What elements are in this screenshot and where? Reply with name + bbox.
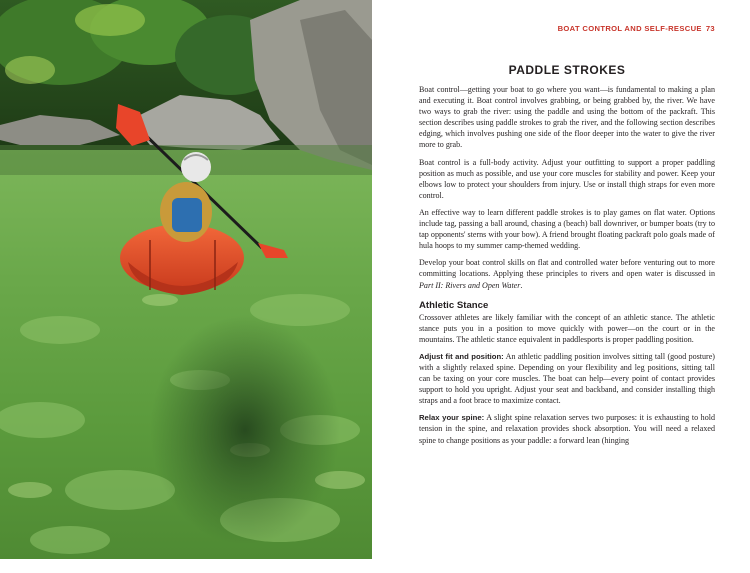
run-in-item — [419, 351, 715, 406]
subheading-athletic-stance: Athletic Stance — [419, 299, 489, 311]
sunlit-leaves — [75, 4, 145, 36]
part-reference: Part II: Rivers and Open Water — [419, 280, 521, 290]
run-in-label: Relax your spine: — [419, 413, 485, 423]
life-vest — [172, 198, 202, 232]
paragraph-4-end: . — [520, 280, 523, 290]
run-in-text: An athletic paddling position involves sitting tall (good posture) with a slightly relaxed spine. Depending on your flexibility and leg positions, sitting tall can be taxing on your core muscles. The boat can help—every point of contact provides support to hold you upright. Adjust your seat and backband, and consider installing thigh straps and a foot brace to maximize contact. — [419, 351, 715, 406]
paragraph-4 — [419, 257, 715, 290]
packraft-photo — [0, 0, 372, 559]
body-text — [419, 84, 715, 452]
running-head-chapter: BOAT CONTROL AND SELF-RESCUE — [557, 24, 702, 33]
run-in-text: A slight spine relaxation serves two purposes: it is exhausting to hold tension in the spine, and relaxation provides shock absorption. You will need a relaxed spine to change positions as your paddle: a forward lean (hinging — [419, 413, 715, 445]
athletic-stance-paragraph: Crossover athletes are likely familiar with the concept of an athletic stance. The athletic stance puts you in a position to move quickly with power—on the court or in the mountains. The athletic stance equivalent in paddlesports is proper paddling position. — [419, 312, 715, 344]
paragraph-4-text: Develop your boat control skills on flat and controlled water before venturing out to more committing locations. Applying these principles to rivers and open water is discussed in — [419, 258, 715, 279]
photo-illustration — [0, 0, 372, 559]
running-head — [558, 24, 715, 33]
helmet — [181, 152, 211, 182]
text-page — [419, 0, 715, 559]
paragraph-1: Boat control—getting your boat to go where you want—is fundamental to making a plan and executing it. Boat control involves grabbing, or being grabbed by, the river. We have two ways to grab the river: using the paddle and using the bottom of the packraft. This section describes using paddle strokes to grab the river, and the following section describes edging, which involves pushing one side of the floor deeper into the water to give the river more to grab. — [419, 85, 715, 150]
section-title: PADDLE STROKES — [508, 63, 626, 77]
page-number: 73 — [705, 24, 715, 33]
paragraph-3: An effective way to learn different paddle strokes is to play games on flat water. Options include tag, passing a ball around, chasing a (beach) ball downriver, or bumper boats (try to tap opponents' sterns with your bow). A friend brought floating packraft polo goals made of hula hoops to my summer camp-themed wedding. — [419, 207, 715, 251]
boat-shadow — [150, 315, 340, 545]
run-in-item — [419, 412, 715, 445]
paragraph-2: Boat control is a full-body activity. Adjust your outfitting to support a proper paddling position as much as possible, and use your core muscles for stability and power. Keep your elbows low to protect your shoulders from injury. Use or install thigh straps for even more control. — [419, 157, 715, 200]
page-gutter — [0, 559, 750, 573]
run-in-label: Adjust fit and position: — [419, 351, 504, 361]
sunlit-leaves — [5, 56, 55, 84]
